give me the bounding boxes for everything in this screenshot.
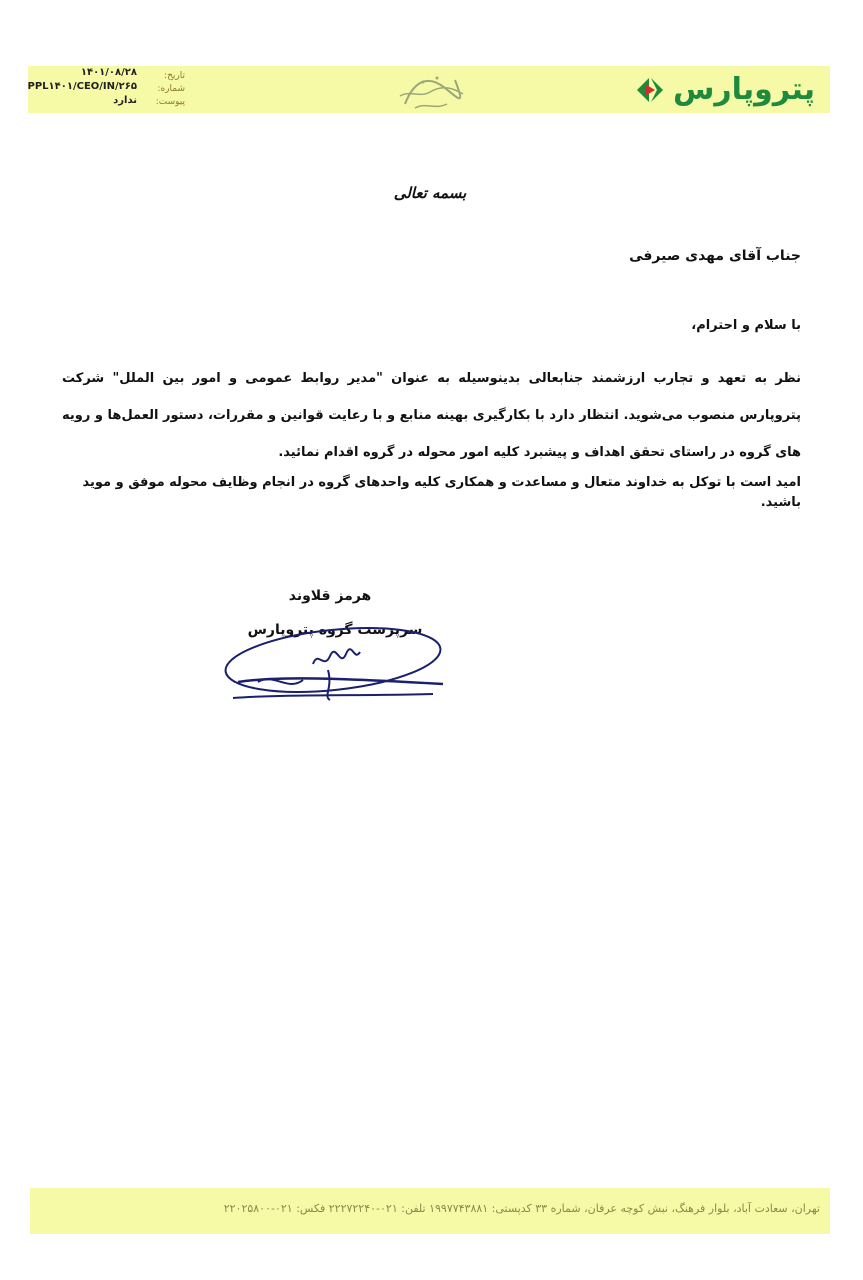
logo-text: پتروپارس: [672, 72, 815, 107]
date-label: تاریخ:: [164, 71, 185, 81]
body-paragraph: نظر به تعهد و تجارب ارزشمند جنابعالی بدینوسیله به عنوان "مدیر روابط عمومی و امور بین الملل" شرکت پتروپارس منصوب می‌شوید. انتظار دارد با بکارگیری بهینه منابع و با رعایت قوانین و مقررات، دستور العمل‌ها و رویه های گروه در راستای تحقق اهداف و پیشبرد کلیه امور محوله در گروه اقدام نمائید.: [62, 371, 801, 460]
closing-paragraph: امید است با توکل به خداوند متعال و مساعدت و همکاری کلیه واحدهای گروه در انجام وظایف محوله موفق و موید باشید.: [82, 475, 801, 510]
greeting: با سلام و احترام،: [691, 318, 801, 333]
attachment-value: ندارد: [113, 95, 137, 106]
handwritten-signature-icon: [218, 618, 448, 708]
recipient: جناب آقای مهدی صیرفی: [629, 248, 801, 264]
date-value: ۱۴۰۱/۰۸/۲۸: [80, 67, 137, 78]
signer-title: سرپرست گروه پتروپارس: [247, 622, 423, 638]
company-logo: [635, 73, 815, 107]
letter-title: بسمه تعالی: [393, 184, 467, 202]
letter-body: [62, 360, 801, 471]
meta-values: [22, 66, 137, 108]
footer-address: تهران، سعادت آباد، بلوار فرهنگ، نبش کوچه عرفان، شماره ۳۳ کدپستی: ۱۹۹۷۷۴۳۸۸۱ تلفن: ۰۲۱-۲۲۲۷۲۲۴۰ فکس: ۰۲۱-۲۲۰۲۵۸۰۰: [223, 1202, 820, 1215]
number-label: شماره:: [157, 84, 185, 94]
slogan-calligraphy-icon: [385, 68, 475, 114]
signer-name: هرمز قلاوند: [288, 588, 372, 604]
logo-arrow-icon: [635, 75, 665, 105]
number-value: PPL۱۴۰۱/CEO/IN/۲۶۵: [27, 81, 137, 92]
meta-labels: [145, 70, 185, 109]
attachment-label: پیوست:: [155, 97, 185, 107]
